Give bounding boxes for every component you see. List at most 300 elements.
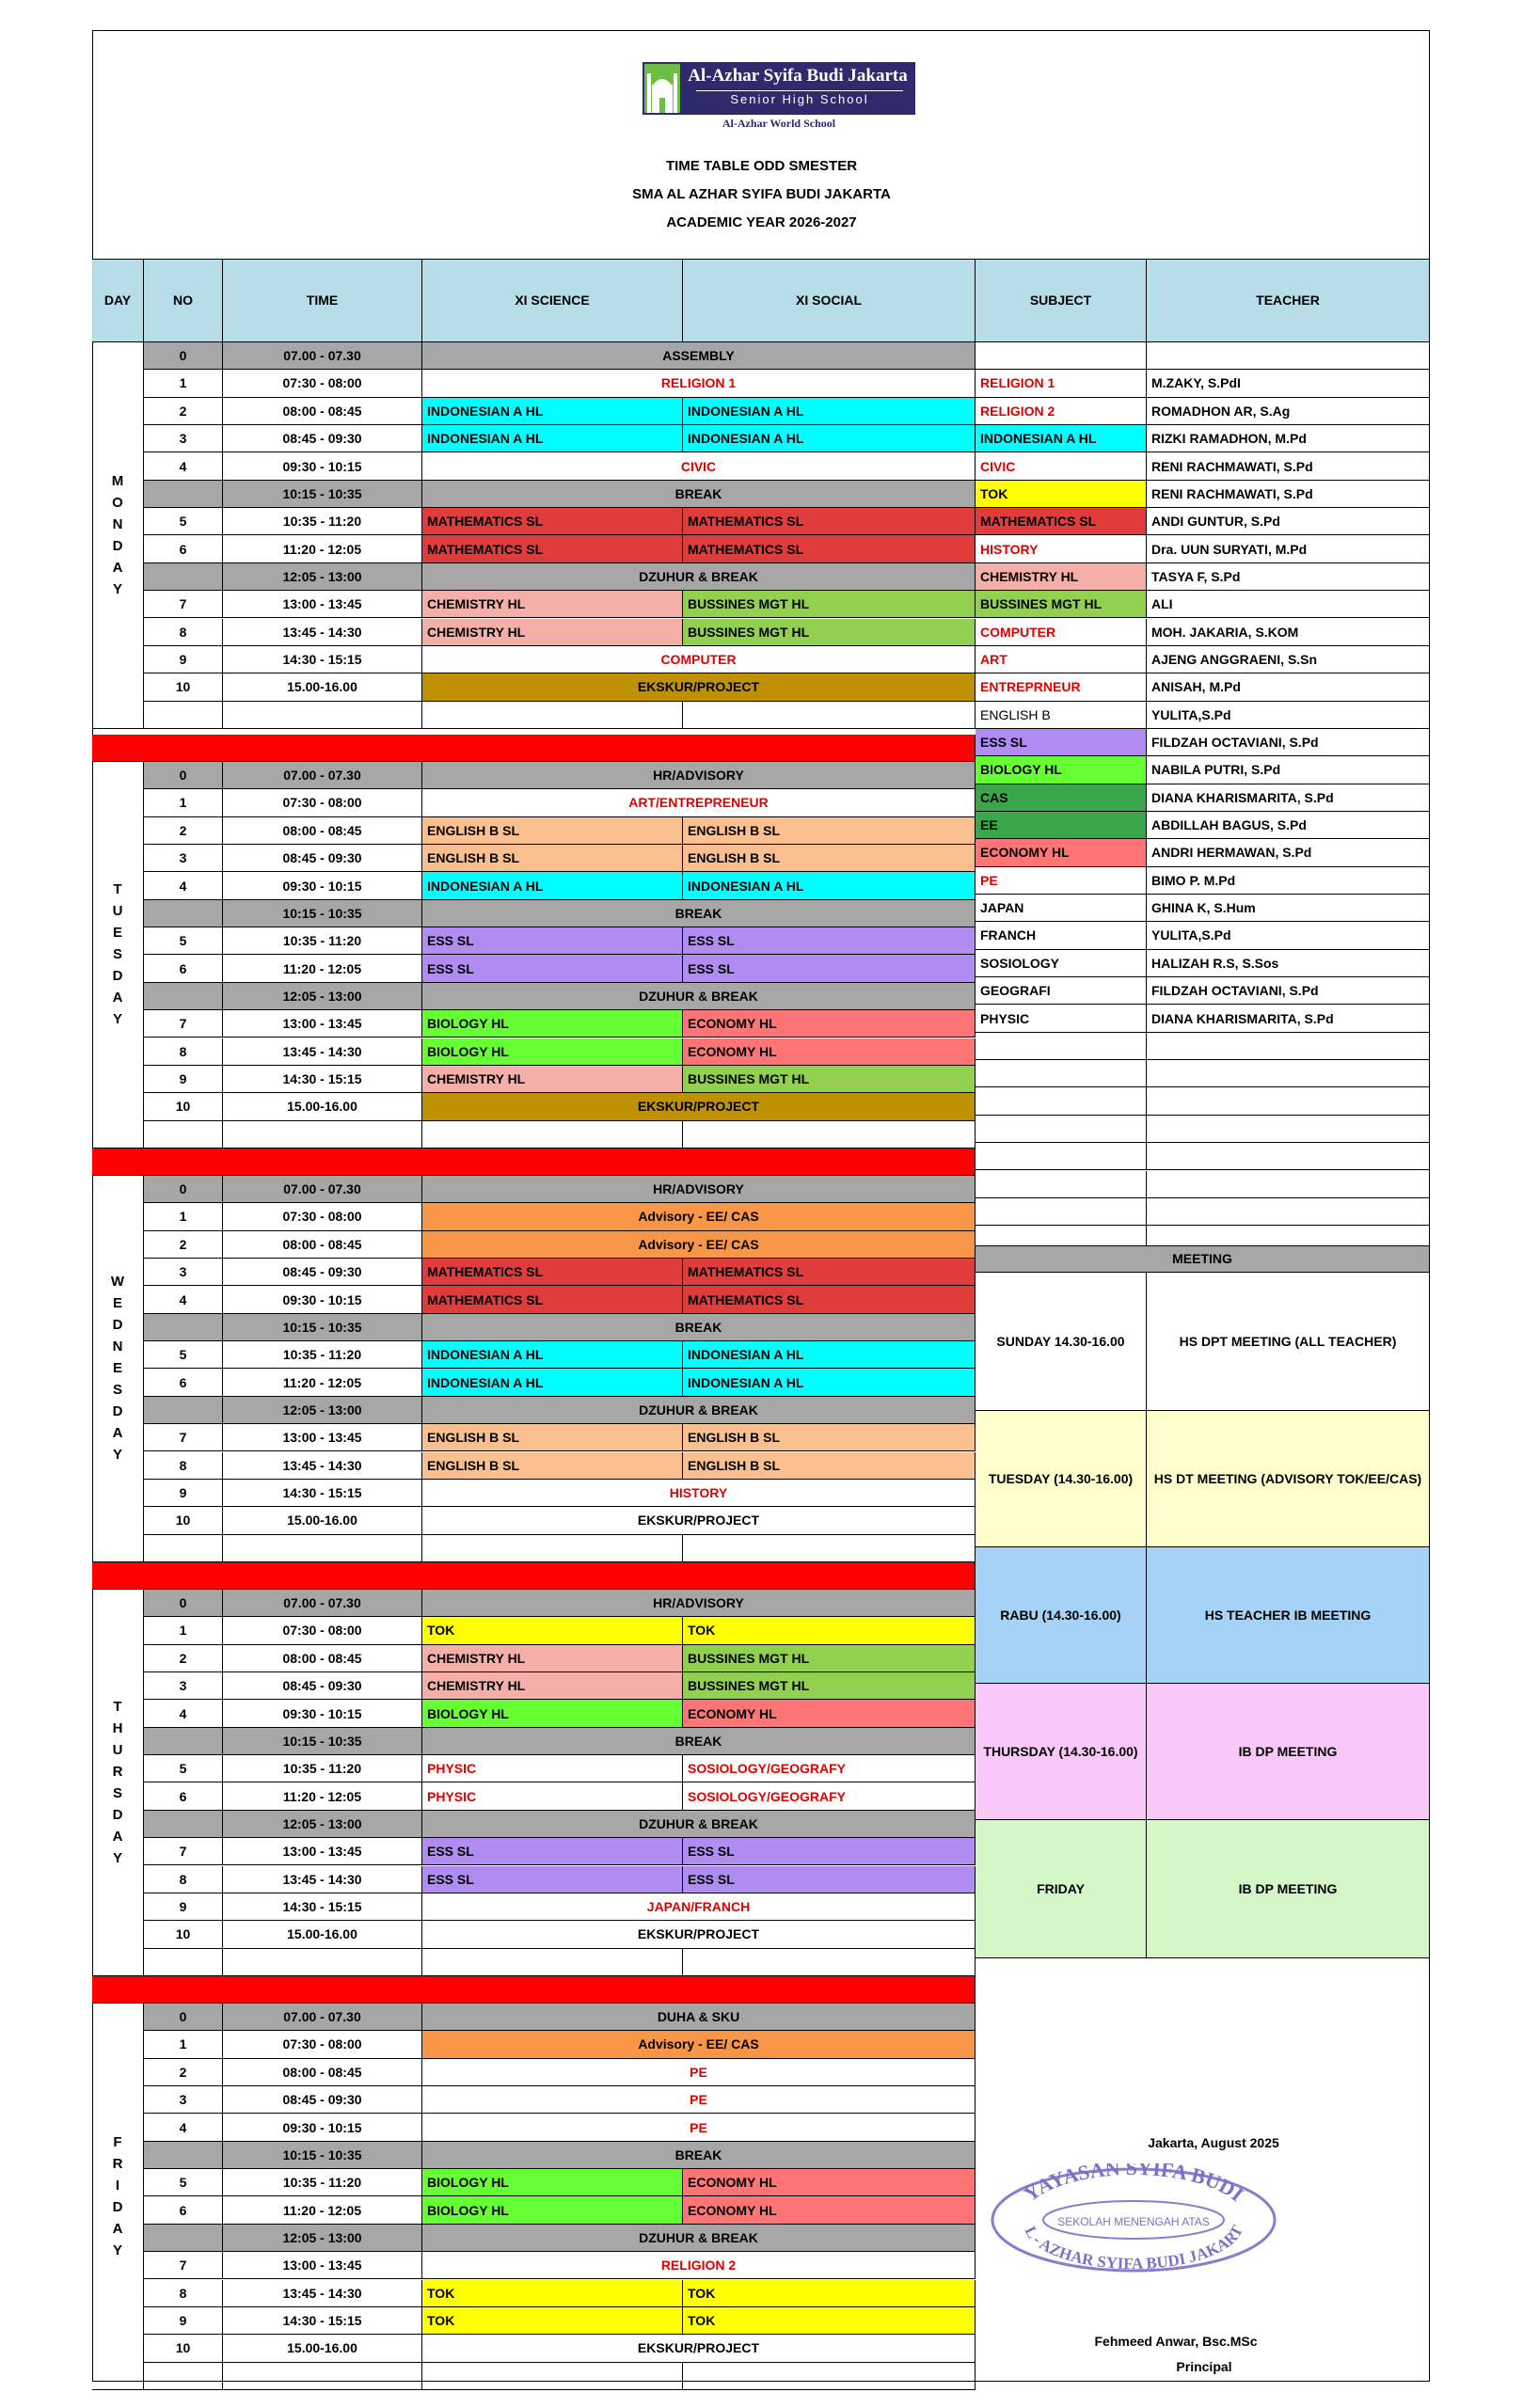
- period-time: 11:20 - 12:05: [223, 535, 422, 562]
- period-time: 13:00 - 13:45: [223, 591, 422, 618]
- class-social: ENGLISH B SL: [683, 817, 976, 845]
- period-number: 1: [144, 370, 223, 397]
- subject-cell: BUSSINES MGT HL: [976, 591, 1147, 618]
- period-time: 11:20 - 12:05: [223, 955, 422, 982]
- subject-cell: ART: [976, 646, 1147, 673]
- period-number: 2: [144, 398, 223, 425]
- empty-cell: [1147, 1198, 1430, 1226]
- class-social: ESS SL: [683, 1866, 976, 1893]
- meeting-when: FRIDAY: [976, 1820, 1147, 1958]
- teacher-cell: MOH. JAKARIA, S.KOM: [1147, 619, 1430, 646]
- period-number: 4: [144, 1286, 223, 1313]
- period-time: 10:35 - 11:20: [223, 508, 422, 535]
- class-merged: HR/ADVISORY: [422, 1176, 976, 1203]
- class-merged: Advisory - EE/ CAS: [422, 1231, 976, 1259]
- meeting-header: MEETING: [976, 1246, 1430, 1273]
- period-number: [144, 983, 223, 1010]
- class-merged: HR/ADVISORY: [422, 1590, 976, 1617]
- empty-cell: [1147, 1033, 1430, 1060]
- period-number: [144, 1811, 223, 1838]
- period-number: 5: [144, 1755, 223, 1782]
- col-header-social: XI SOCIAL: [683, 260, 976, 342]
- col-header-time: TIME: [223, 260, 422, 342]
- class-science: CHEMISTRY HL: [422, 1672, 683, 1700]
- day-separator: [92, 735, 976, 762]
- meeting-when: THURSDAY (14.30-16.00): [976, 1684, 1147, 1820]
- class-science: CHEMISTRY HL: [422, 591, 683, 618]
- subject-cell: INDONESIAN A HL: [976, 425, 1147, 452]
- teacher-cell: YULITA,S.Pd: [1147, 702, 1430, 729]
- empty-cell: [422, 1535, 683, 1562]
- period-number: 6: [144, 2196, 223, 2224]
- period-number: 8: [144, 619, 223, 646]
- day-letter: N: [112, 515, 123, 532]
- class-science: ESS SL: [422, 955, 683, 982]
- day-letter: T: [113, 1698, 122, 1715]
- class-social: ECONOMY HL: [683, 1010, 976, 1038]
- empty-cell: [1147, 1143, 1430, 1170]
- class-social: ECONOMY HL: [683, 1700, 976, 1727]
- teacher-cell: FILDZAH OCTAVIANI, S.Pd: [1147, 977, 1430, 1005]
- class-merged: BREAK: [422, 1728, 976, 1755]
- class-merged: BREAK: [422, 1314, 976, 1341]
- period-number: 4: [144, 1700, 223, 1727]
- class-merged: BREAK: [422, 481, 976, 508]
- day-letter: E: [112, 1295, 122, 1312]
- day-letter: A: [112, 2220, 123, 2237]
- period-number: 6: [144, 535, 223, 562]
- class-merged: EKSKUR/PROJECT: [422, 673, 976, 701]
- stamp-middle-text: SEKOLAH MENENGAH ATAS: [1057, 2215, 1210, 2228]
- period-number: 6: [144, 1369, 223, 1396]
- class-science: MATHEMATICS SL: [422, 1286, 683, 1313]
- day-letter: S: [112, 1382, 122, 1399]
- class-social: TOK: [683, 2307, 976, 2335]
- period-time: 10:35 - 11:20: [223, 1341, 422, 1369]
- period-number: 9: [144, 1893, 223, 1921]
- period-time: 09:30 - 10:15: [223, 452, 422, 480]
- logo-school-name: Al-Azhar Syifa Budi Jakarta: [688, 66, 908, 86]
- day-letter: E: [112, 1360, 122, 1377]
- day-letter: T: [113, 881, 122, 898]
- class-science: ESS SL: [422, 1866, 683, 1893]
- class-merged: Advisory - EE/ CAS: [422, 2031, 976, 2058]
- teacher-cell: DIANA KHARISMARITA, S.Pd: [1147, 1005, 1430, 1032]
- period-time: [223, 1121, 422, 1149]
- period-time: 08:00 - 08:45: [223, 398, 422, 425]
- empty-cell: [422, 1121, 683, 1149]
- period-time: 14:30 - 15:15: [223, 1066, 422, 1093]
- period-time: 09:30 - 10:15: [223, 2114, 422, 2141]
- period-number: 1: [144, 2031, 223, 2058]
- class-merged: ASSEMBLY: [422, 342, 976, 370]
- class-science: ESS SL: [422, 1838, 683, 1865]
- class-science: ENGLISH B SL: [422, 1424, 683, 1451]
- period-number: 1: [144, 1203, 223, 1230]
- period-time: 07.00 - 07.30: [223, 342, 422, 370]
- period-number: [144, 2363, 223, 2390]
- day-letter: A: [112, 1425, 123, 1442]
- day-letter: F: [113, 2133, 122, 2150]
- day-letter: H: [112, 1719, 123, 1736]
- period-number: 10: [144, 2335, 223, 2362]
- col-header-teacher: TEACHER: [1147, 260, 1430, 342]
- empty-cell: [422, 2363, 683, 2390]
- day-letter: U: [112, 1741, 123, 1758]
- period-time: 07:30 - 08:00: [223, 370, 422, 397]
- day-letter: Y: [112, 2242, 122, 2258]
- period-number: [144, 1949, 223, 1976]
- period-number: [144, 563, 223, 591]
- class-science: PHYSIC: [422, 1755, 683, 1782]
- subject-cell: ENTREPRNEUR: [976, 673, 1147, 701]
- period-time: 07:30 - 08:00: [223, 1617, 422, 1644]
- period-number: [144, 1728, 223, 1755]
- day-label-thursday: [92, 1590, 144, 1976]
- title-line-1: TIME TABLE ODD SMESTER: [665, 158, 858, 174]
- class-merged: DZUHUR & BREAK: [422, 1811, 976, 1838]
- subject-cell: GEOGRAFI: [976, 977, 1147, 1005]
- school-stamp: [983, 2163, 1284, 2274]
- empty-cell: [976, 1198, 1147, 1226]
- period-number: [144, 1535, 223, 1562]
- day-letter: A: [112, 559, 123, 576]
- period-time: 08:45 - 09:30: [223, 425, 422, 452]
- meeting-when: SUNDAY 14.30-16.00: [976, 1273, 1147, 1411]
- period-time: 08:00 - 08:45: [223, 2059, 422, 2086]
- period-time: 13:00 - 13:45: [223, 2252, 422, 2279]
- day-letter: M: [111, 472, 124, 489]
- class-science: TOK: [422, 1617, 683, 1644]
- class-merged: DUHA & SKU: [422, 2004, 976, 2031]
- logo-tagline: Al-Azhar World School: [722, 117, 836, 130]
- day-letter: Y: [112, 1447, 122, 1464]
- period-time: 15.00-16.00: [223, 2335, 422, 2362]
- class-merged: PE: [422, 2114, 976, 2141]
- period-number: 7: [144, 1424, 223, 1451]
- class-science: BIOLOGY HL: [422, 1010, 683, 1038]
- period-time: 15.00-16.00: [223, 1921, 422, 1948]
- class-social: MATHEMATICS SL: [683, 1259, 976, 1286]
- period-time: 12:05 - 13:00: [223, 1811, 422, 1838]
- period-time: 10:15 - 10:35: [223, 1728, 422, 1755]
- teacher-cell: RENI RACHMAWATI, S.Pd: [1147, 481, 1430, 508]
- period-time: 14:30 - 15:15: [223, 1480, 422, 1507]
- period-number: [144, 2225, 223, 2252]
- class-merged: BREAK: [422, 900, 976, 927]
- empty-cell: [1147, 1087, 1430, 1115]
- class-science: BIOLOGY HL: [422, 1700, 683, 1727]
- period-number: 10: [144, 1507, 223, 1534]
- class-merged: HR/ADVISORY: [422, 762, 976, 789]
- class-social: SOSIOLOGY/GEOGRAFY: [683, 1755, 976, 1782]
- period-time: 12:05 - 13:00: [223, 2225, 422, 2252]
- subject-cell: CIVIC: [976, 452, 1147, 480]
- period-number: 9: [144, 2307, 223, 2335]
- period-time: 14:30 - 15:15: [223, 2307, 422, 2335]
- empty-cell: [683, 1121, 976, 1149]
- logo-level: Senior High School: [696, 90, 903, 106]
- subject-cell: PHYSIC: [976, 1005, 1147, 1032]
- empty-cell: [976, 1060, 1147, 1087]
- empty-cell: [422, 1949, 683, 1976]
- period-time: 13:00 - 13:45: [223, 1010, 422, 1038]
- class-merged: RELIGION 2: [422, 2252, 976, 2279]
- day-letter: S: [112, 946, 122, 963]
- empty-cell: [976, 1171, 1147, 1198]
- class-social: ESS SL: [683, 927, 976, 955]
- teacher-cell: FILDZAH OCTAVIANI, S.Pd: [1147, 729, 1430, 756]
- class-merged: EKSKUR/PROJECT: [422, 1921, 976, 1948]
- period-time: 15.00-16.00: [223, 673, 422, 701]
- period-time: 15.00-16.00: [223, 1093, 422, 1120]
- class-merged: EKSKUR/PROJECT: [422, 1093, 976, 1120]
- class-social: MATHEMATICS SL: [683, 1286, 976, 1313]
- period-time: 12:05 - 13:00: [223, 563, 422, 591]
- day-letter: D: [112, 1806, 123, 1823]
- class-social: ENGLISH B SL: [683, 1452, 976, 1480]
- teacher-cell: YULITA,S.Pd: [1147, 922, 1430, 949]
- period-time: 13:00 - 13:45: [223, 1424, 422, 1451]
- class-science: BIOLOGY HL: [422, 2169, 683, 2196]
- period-time: 13:45 - 14:30: [223, 1866, 422, 1893]
- class-science: ESS SL: [422, 927, 683, 955]
- empty-cell: [976, 1116, 1147, 1143]
- day-letter: A: [112, 990, 123, 1006]
- day-letter: D: [112, 1403, 123, 1420]
- class-science: INDONESIAN A HL: [422, 872, 683, 899]
- class-social: INDONESIAN A HL: [683, 425, 976, 452]
- period-number: 7: [144, 1838, 223, 1865]
- class-social: ECONOMY HL: [683, 2196, 976, 2224]
- class-merged: DZUHUR & BREAK: [422, 563, 976, 591]
- period-number: 3: [144, 425, 223, 452]
- empty-cell: [422, 702, 683, 729]
- period-number: 7: [144, 2252, 223, 2279]
- teacher-cell: RENI RACHMAWATI, S.Pd: [1147, 452, 1430, 480]
- empty-cell: [1147, 1171, 1430, 1198]
- day-separator: [92, 1562, 976, 1590]
- subject-cell: CAS: [976, 784, 1147, 812]
- teacher-cell: AJENG ANGGRAENI, S.Sn: [1147, 646, 1430, 673]
- period-time: 13:45 - 14:30: [223, 619, 422, 646]
- class-social: SOSIOLOGY/GEOGRAFY: [683, 1782, 976, 1810]
- class-merged: DZUHUR & BREAK: [422, 1397, 976, 1424]
- class-science: INDONESIAN A HL: [422, 425, 683, 452]
- period-number: [144, 1121, 223, 1149]
- meeting-what: HS DPT MEETING (ALL TEACHER): [1147, 1273, 1430, 1411]
- empty-cell: [1147, 1226, 1430, 1246]
- empty-cell: [976, 1087, 1147, 1115]
- period-time: 10:35 - 11:20: [223, 1755, 422, 1782]
- empty-cell: [1147, 342, 1430, 370]
- class-social: ECONOMY HL: [683, 2169, 976, 2196]
- day-letter: R: [112, 1763, 123, 1780]
- col-header-no: NO: [144, 260, 223, 342]
- meeting-when: RABU (14.30-16.00): [976, 1547, 1147, 1684]
- period-time: 10:15 - 10:35: [223, 481, 422, 508]
- period-time: 11:20 - 12:05: [223, 1369, 422, 1396]
- subject-cell: RELIGION 1: [976, 370, 1147, 397]
- period-number: 6: [144, 1782, 223, 1810]
- subject-cell: EE: [976, 812, 1147, 839]
- day-letter: U: [112, 903, 123, 920]
- empty-cell: [683, 702, 976, 729]
- period-number: [144, 2142, 223, 2169]
- class-social: ESS SL: [683, 1838, 976, 1865]
- period-number: 0: [144, 1176, 223, 1203]
- period-time: 08:00 - 08:45: [223, 1231, 422, 1259]
- day-letter: D: [112, 1317, 123, 1334]
- period-time: 07.00 - 07.30: [223, 2004, 422, 2031]
- class-science: TOK: [422, 2280, 683, 2307]
- subject-cell: TOK: [976, 481, 1147, 508]
- meeting-what: HS TEACHER IB MEETING: [1147, 1547, 1430, 1684]
- subject-cell: RELIGION 2: [976, 398, 1147, 425]
- teacher-cell: RIZKI RAMADHON, M.Pd: [1147, 425, 1430, 452]
- class-science: BIOLOGY HL: [422, 2196, 683, 2224]
- period-time: 07.00 - 07.30: [223, 1176, 422, 1203]
- teacher-cell: ABDILLAH BAGUS, S.Pd: [1147, 812, 1430, 839]
- day-separator: [92, 1976, 976, 2004]
- subject-cell: FRANCH: [976, 922, 1147, 949]
- empty-cell: [1147, 1060, 1430, 1087]
- period-time: 07:30 - 08:00: [223, 1203, 422, 1230]
- class-science: CHEMISTRY HL: [422, 1066, 683, 1093]
- class-merged: DZUHUR & BREAK: [422, 983, 976, 1010]
- period-number: 10: [144, 673, 223, 701]
- period-time: 08:45 - 09:30: [223, 1672, 422, 1700]
- day-letter: Y: [112, 1849, 122, 1866]
- day-letter: W: [110, 1274, 125, 1291]
- period-time: 09:30 - 10:15: [223, 872, 422, 899]
- teacher-cell: ALI: [1147, 591, 1430, 618]
- period-number: 8: [144, 1866, 223, 1893]
- period-number: 7: [144, 591, 223, 618]
- period-time: 07.00 - 07.30: [223, 762, 422, 789]
- empty-cell: [683, 1949, 976, 1976]
- day-letter: I: [115, 2177, 120, 2194]
- teacher-cell: ROMADHON AR, S.Ag: [1147, 398, 1430, 425]
- period-number: 7: [144, 1010, 223, 1038]
- empty-cell: [976, 1143, 1147, 1170]
- class-merged: PE: [422, 2059, 976, 2086]
- teacher-cell: BIMO P. M.Pd: [1147, 867, 1430, 895]
- class-social: INDONESIAN A HL: [683, 872, 976, 899]
- class-social: MATHEMATICS SL: [683, 508, 976, 535]
- meeting-what: HS DT MEETING (ADVISORY TOK/EE/CAS): [1147, 1411, 1430, 1547]
- period-number: [144, 1397, 223, 1424]
- day-separator: [92, 1149, 976, 1176]
- class-merged: EKSKUR/PROJECT: [422, 2335, 976, 2362]
- subject-cell: ECONOMY HL: [976, 839, 1147, 866]
- class-science: ENGLISH B SL: [422, 1452, 683, 1480]
- teacher-cell: ANDI GUNTUR, S.Pd: [1147, 508, 1430, 535]
- period-time: 07:30 - 08:00: [223, 2031, 422, 2058]
- class-merged: PE: [422, 2086, 976, 2114]
- period-number: 4: [144, 872, 223, 899]
- class-social: TOK: [683, 1617, 976, 1644]
- class-merged: HISTORY: [422, 1480, 976, 1507]
- day-letter: D: [112, 537, 123, 554]
- day-letter: A: [112, 1828, 123, 1845]
- period-time: 11:20 - 12:05: [223, 1782, 422, 1810]
- period-time: 09:30 - 10:15: [223, 1700, 422, 1727]
- subject-cell: SOSIOLOGY: [976, 950, 1147, 977]
- period-number: 0: [144, 2004, 223, 2031]
- period-time: 13:45 - 14:30: [223, 1038, 422, 1066]
- period-time: 10:35 - 11:20: [223, 927, 422, 955]
- period-time: 13:00 - 13:45: [223, 1838, 422, 1865]
- signature-date: Jakarta, August 2025: [1148, 2135, 1279, 2150]
- period-time: [223, 2363, 422, 2390]
- class-merged: Advisory - EE/ CAS: [422, 1203, 976, 1230]
- period-time: [223, 1535, 422, 1562]
- empty-cell: [1147, 1116, 1430, 1143]
- class-science: TOK: [422, 2307, 683, 2335]
- period-time: 09:30 - 10:15: [223, 1286, 422, 1313]
- class-social: BUSSINES MGT HL: [683, 591, 976, 618]
- class-social: INDONESIAN A HL: [683, 1369, 976, 1396]
- period-number: 1: [144, 789, 223, 816]
- period-number: 2: [144, 1231, 223, 1259]
- subject-cell: BIOLOGY HL: [976, 756, 1147, 784]
- meeting-what: IB DP MEETING: [1147, 1684, 1430, 1820]
- class-science: INDONESIAN A HL: [422, 1341, 683, 1369]
- subject-cell: CHEMISTRY HL: [976, 563, 1147, 591]
- class-science: PHYSIC: [422, 1782, 683, 1810]
- class-social: BUSSINES MGT HL: [683, 619, 976, 646]
- period-number: 4: [144, 452, 223, 480]
- period-number: 9: [144, 646, 223, 673]
- period-number: 0: [144, 342, 223, 370]
- period-time: 07:30 - 08:00: [223, 789, 422, 816]
- period-number: 6: [144, 955, 223, 982]
- class-merged: ART/ENTREPRENEUR: [422, 789, 976, 816]
- class-social: BUSSINES MGT HL: [683, 1066, 976, 1093]
- class-social: ENGLISH B SL: [683, 845, 976, 872]
- svg-text:YAYASAN SYIFA BUDI: [1020, 2163, 1248, 2206]
- subject-cell: JAPAN: [976, 895, 1147, 922]
- class-science: ENGLISH B SL: [422, 845, 683, 872]
- period-time: 14:30 - 15:15: [223, 1893, 422, 1921]
- day-letter: S: [112, 1784, 122, 1801]
- period-time: 11:20 - 12:05: [223, 2196, 422, 2224]
- day-letter: Y: [112, 580, 122, 597]
- teacher-cell: DIANA KHARISMARITA, S.Pd: [1147, 784, 1430, 812]
- period-time: 13:45 - 14:30: [223, 1452, 422, 1480]
- subject-cell: ENGLISH B: [976, 702, 1147, 729]
- period-number: 8: [144, 1038, 223, 1066]
- subject-cell: HISTORY: [976, 535, 1147, 562]
- day-label-friday: [92, 2004, 144, 2390]
- class-merged: EKSKUR/PROJECT: [422, 1507, 976, 1534]
- teacher-cell: ANDRI HERMAWAN, S.Pd: [1147, 839, 1430, 866]
- period-number: 1: [144, 1617, 223, 1644]
- principal-role: Principal: [1176, 2359, 1232, 2374]
- class-social: BUSSINES MGT HL: [683, 1645, 976, 1672]
- period-number: 9: [144, 1480, 223, 1507]
- period-time: 15.00-16.00: [223, 1507, 422, 1534]
- teacher-cell: M.ZAKY, S.PdI: [1147, 370, 1430, 397]
- meeting-what: IB DP MEETING: [1147, 1820, 1430, 1958]
- period-time: 08:45 - 09:30: [223, 1259, 422, 1286]
- class-merged: COMPUTER: [422, 646, 976, 673]
- period-time: 10:15 - 10:35: [223, 1314, 422, 1341]
- class-social: BUSSINES MGT HL: [683, 1672, 976, 1700]
- period-number: 5: [144, 508, 223, 535]
- class-merged: CIVIC: [422, 452, 976, 480]
